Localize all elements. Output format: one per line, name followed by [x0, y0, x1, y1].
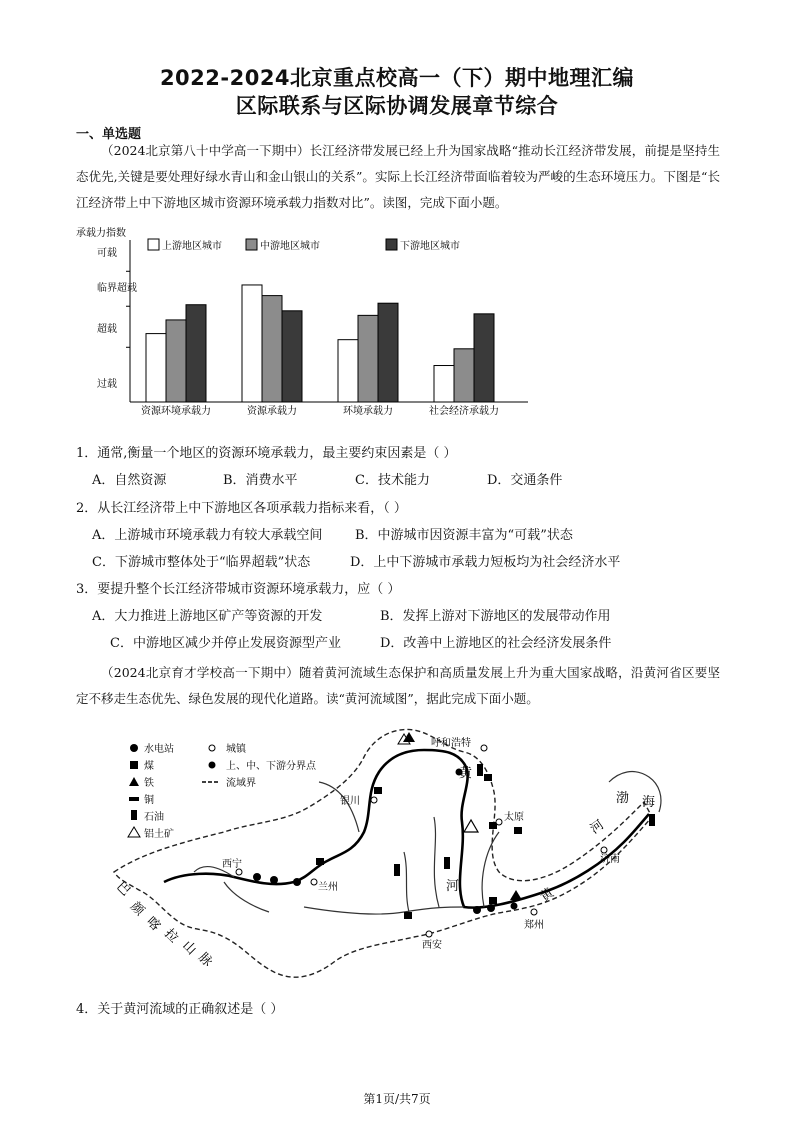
category-label: 资源环境承载力 [141, 406, 211, 417]
capacity-bar-chart [76, 222, 536, 422]
downstream-char-he: 河 [587, 817, 607, 838]
legend-coal-icon [130, 761, 138, 769]
oil-symbol [444, 857, 450, 869]
sea-char-hai: 海 [642, 795, 656, 810]
legend-label: 下游地区城市 [400, 241, 460, 252]
coal-symbol [489, 897, 497, 904]
q3-option-d: D．改善中上游地区的社会经济发展条件 [380, 636, 612, 651]
map-legend-label: 城镇 [226, 744, 246, 755]
bar [358, 315, 378, 402]
legend-swatch [148, 239, 159, 250]
bar [378, 303, 398, 402]
city-xining: 西宁 [222, 859, 242, 870]
coal-symbol [316, 858, 324, 865]
oil-symbol [394, 864, 400, 876]
coal-symbol [404, 912, 412, 919]
y-level-label: 临界超载 [97, 283, 137, 294]
city-hohhot: 呼和浩特 [431, 738, 471, 749]
map-legend-label: 铁 [144, 778, 154, 789]
question-1-stem: 1．通常,衡量一个地区的资源环境承载力，最主要约束因素是（ ） [76, 446, 457, 461]
q2-option-a: A．上游城市环境承载力有较大承载空间 [92, 528, 323, 543]
legend-swatch [386, 239, 397, 250]
mountain-char: 喀 [143, 914, 163, 935]
city-taiyuan: 太原 [504, 812, 524, 823]
bar [338, 340, 358, 402]
bar [146, 334, 166, 402]
legend-town-icon [209, 745, 215, 751]
legend-copper-icon [129, 797, 139, 801]
sea-char-bo: 渤 [616, 791, 630, 806]
town-symbol [426, 931, 432, 937]
q1-option-d: D．交通条件 [487, 473, 563, 488]
coal-symbol [374, 787, 382, 794]
mountain-char: 脉 [195, 950, 215, 971]
river-char-he: 河 [446, 879, 460, 894]
coal-symbol [514, 827, 522, 834]
city-zhengzhou: 郑州 [524, 920, 544, 931]
mountain-char: 山 [179, 938, 199, 959]
bar [474, 314, 494, 402]
question-3-stem: 3．要提升整个长江经济带城市资源环境承载力，应（ ） [76, 582, 401, 597]
town-symbol [496, 819, 502, 825]
map-legend-label: 铜 [144, 795, 154, 806]
category-label: 社会经济承载力 [429, 406, 499, 417]
boundary-point-symbol [511, 903, 518, 910]
y-level-label: 超载 [97, 324, 117, 336]
bar [282, 311, 302, 402]
hydro-station-symbol [487, 904, 495, 912]
map-legend-label: 流域界 [226, 778, 256, 789]
q2-option-c: C．下游城市整体处于“临界超载”状态 [92, 555, 311, 570]
q2-option-d: D．上中下游城市承载力短板均为社会经济水平 [350, 555, 621, 570]
hydro-station-symbol [253, 873, 261, 881]
mountain-char: 巴 [113, 879, 133, 900]
question-4-stem: 4．关于黄河流域的正确叙述是（ ） [76, 1002, 284, 1017]
q2-option-b: B．中游城市因资源丰富为“可载”状态 [355, 528, 573, 543]
yellow-river-map [104, 722, 674, 992]
hydro-station-symbol [293, 878, 301, 886]
legend-hydro-icon [130, 744, 138, 752]
legend-iron-icon [129, 777, 139, 786]
legend-swatch [246, 239, 257, 250]
mountain-char: 颜 [127, 899, 147, 920]
hydro-station-symbol [270, 876, 278, 884]
passage-2: （2024北京育才学校高一下期中）随着黄河流域生态保护和高质量发展上升为重大国家战略，沿黄河省区要坚定不移走生态优先、绿色发展的现代化道路。读“黄河流域图”，据此完成下面小题。 [76, 665, 720, 706]
chart-ylabel: 承载力指数 [76, 228, 126, 239]
town-symbol [311, 879, 317, 885]
y-level-label: 可载 [97, 248, 117, 260]
title-line-1: 2022-2024北京重点校高一（下）期中地理汇编 [159, 66, 635, 90]
title-line-2: 区际联系与区际协调发展章节综合 [235, 94, 559, 118]
map-legend-label: 石油 [144, 812, 164, 823]
coal-symbol [484, 774, 492, 781]
bar [262, 296, 282, 402]
q1-option-a: A．自然资源 [92, 473, 167, 488]
city-jinan: 济南 [600, 854, 620, 865]
map-legend-label: 铝土矿 [144, 829, 174, 840]
town-symbol [481, 745, 487, 751]
bauxite-symbol [464, 820, 478, 832]
page-footer: 第1页/共7页 [363, 1092, 431, 1106]
city-yinchuan: 银川 [340, 796, 360, 807]
oil-symbol [477, 764, 483, 776]
bar [454, 349, 474, 402]
bar [434, 366, 454, 402]
passage-1: （2024北京第八十中学高一下期中）长江经济带发展已经上升为国家战略“推动长江经济带发展，前提是坚持生态优先,关键是要处理好绿水青山和金山银山的关系”。实际上长江经济带面临着较为严峻的生态环境压力。下图是“长江经济带上中下游地区城市资源环境承载力指数对比”。读图，完成下面小题。 [76, 143, 720, 210]
q3-option-c: C．中游地区减少并停止发展资源型产业 [110, 636, 341, 651]
iron-symbol [510, 890, 522, 900]
legend-bauxite-icon [128, 827, 140, 837]
map-legend-label: 水电站 [144, 744, 174, 755]
hydro-station-symbol [473, 906, 481, 914]
town-symbol [601, 847, 607, 853]
map-legend-label: 煤 [144, 761, 154, 772]
q3-option-a: A．大力推进上游地区矿产等资源的开发 [92, 609, 323, 624]
legend-oil-icon [131, 810, 137, 820]
question-2-stem: 2．从长江经济带上中下游地区各项承载力指标来看，（ ） [76, 501, 407, 516]
bar [166, 320, 186, 402]
map-legend-label: 上、中、下游分界点 [226, 761, 316, 772]
bar [186, 305, 206, 402]
q3-option-b: B．发挥上游对下游地区的发展带动作用 [380, 609, 611, 624]
downstream-char-huang: 黄 [537, 885, 557, 906]
category-label: 资源承载力 [247, 406, 297, 417]
city-xian: 西安 [422, 940, 442, 951]
mountain-char: 拉 [161, 926, 181, 947]
bar [242, 285, 262, 402]
y-level-label: 过载 [97, 378, 117, 390]
town-symbol [371, 797, 377, 803]
legend-boundary-point-icon [209, 762, 216, 769]
q1-option-c: C．技术能力 [355, 473, 430, 488]
section-title: 一、单选题 [76, 127, 142, 142]
category-label: 环境承载力 [343, 406, 393, 417]
river-char-huang: 黄 [459, 766, 473, 781]
iron-symbol [403, 732, 415, 742]
q1-option-b: B．消费水平 [223, 473, 298, 488]
oil-symbol [649, 814, 655, 826]
legend-label: 中游地区城市 [260, 241, 320, 252]
city-lanzhou: 兰州 [318, 882, 338, 893]
legend-label: 上游地区城市 [162, 241, 222, 252]
town-symbol [531, 909, 537, 915]
